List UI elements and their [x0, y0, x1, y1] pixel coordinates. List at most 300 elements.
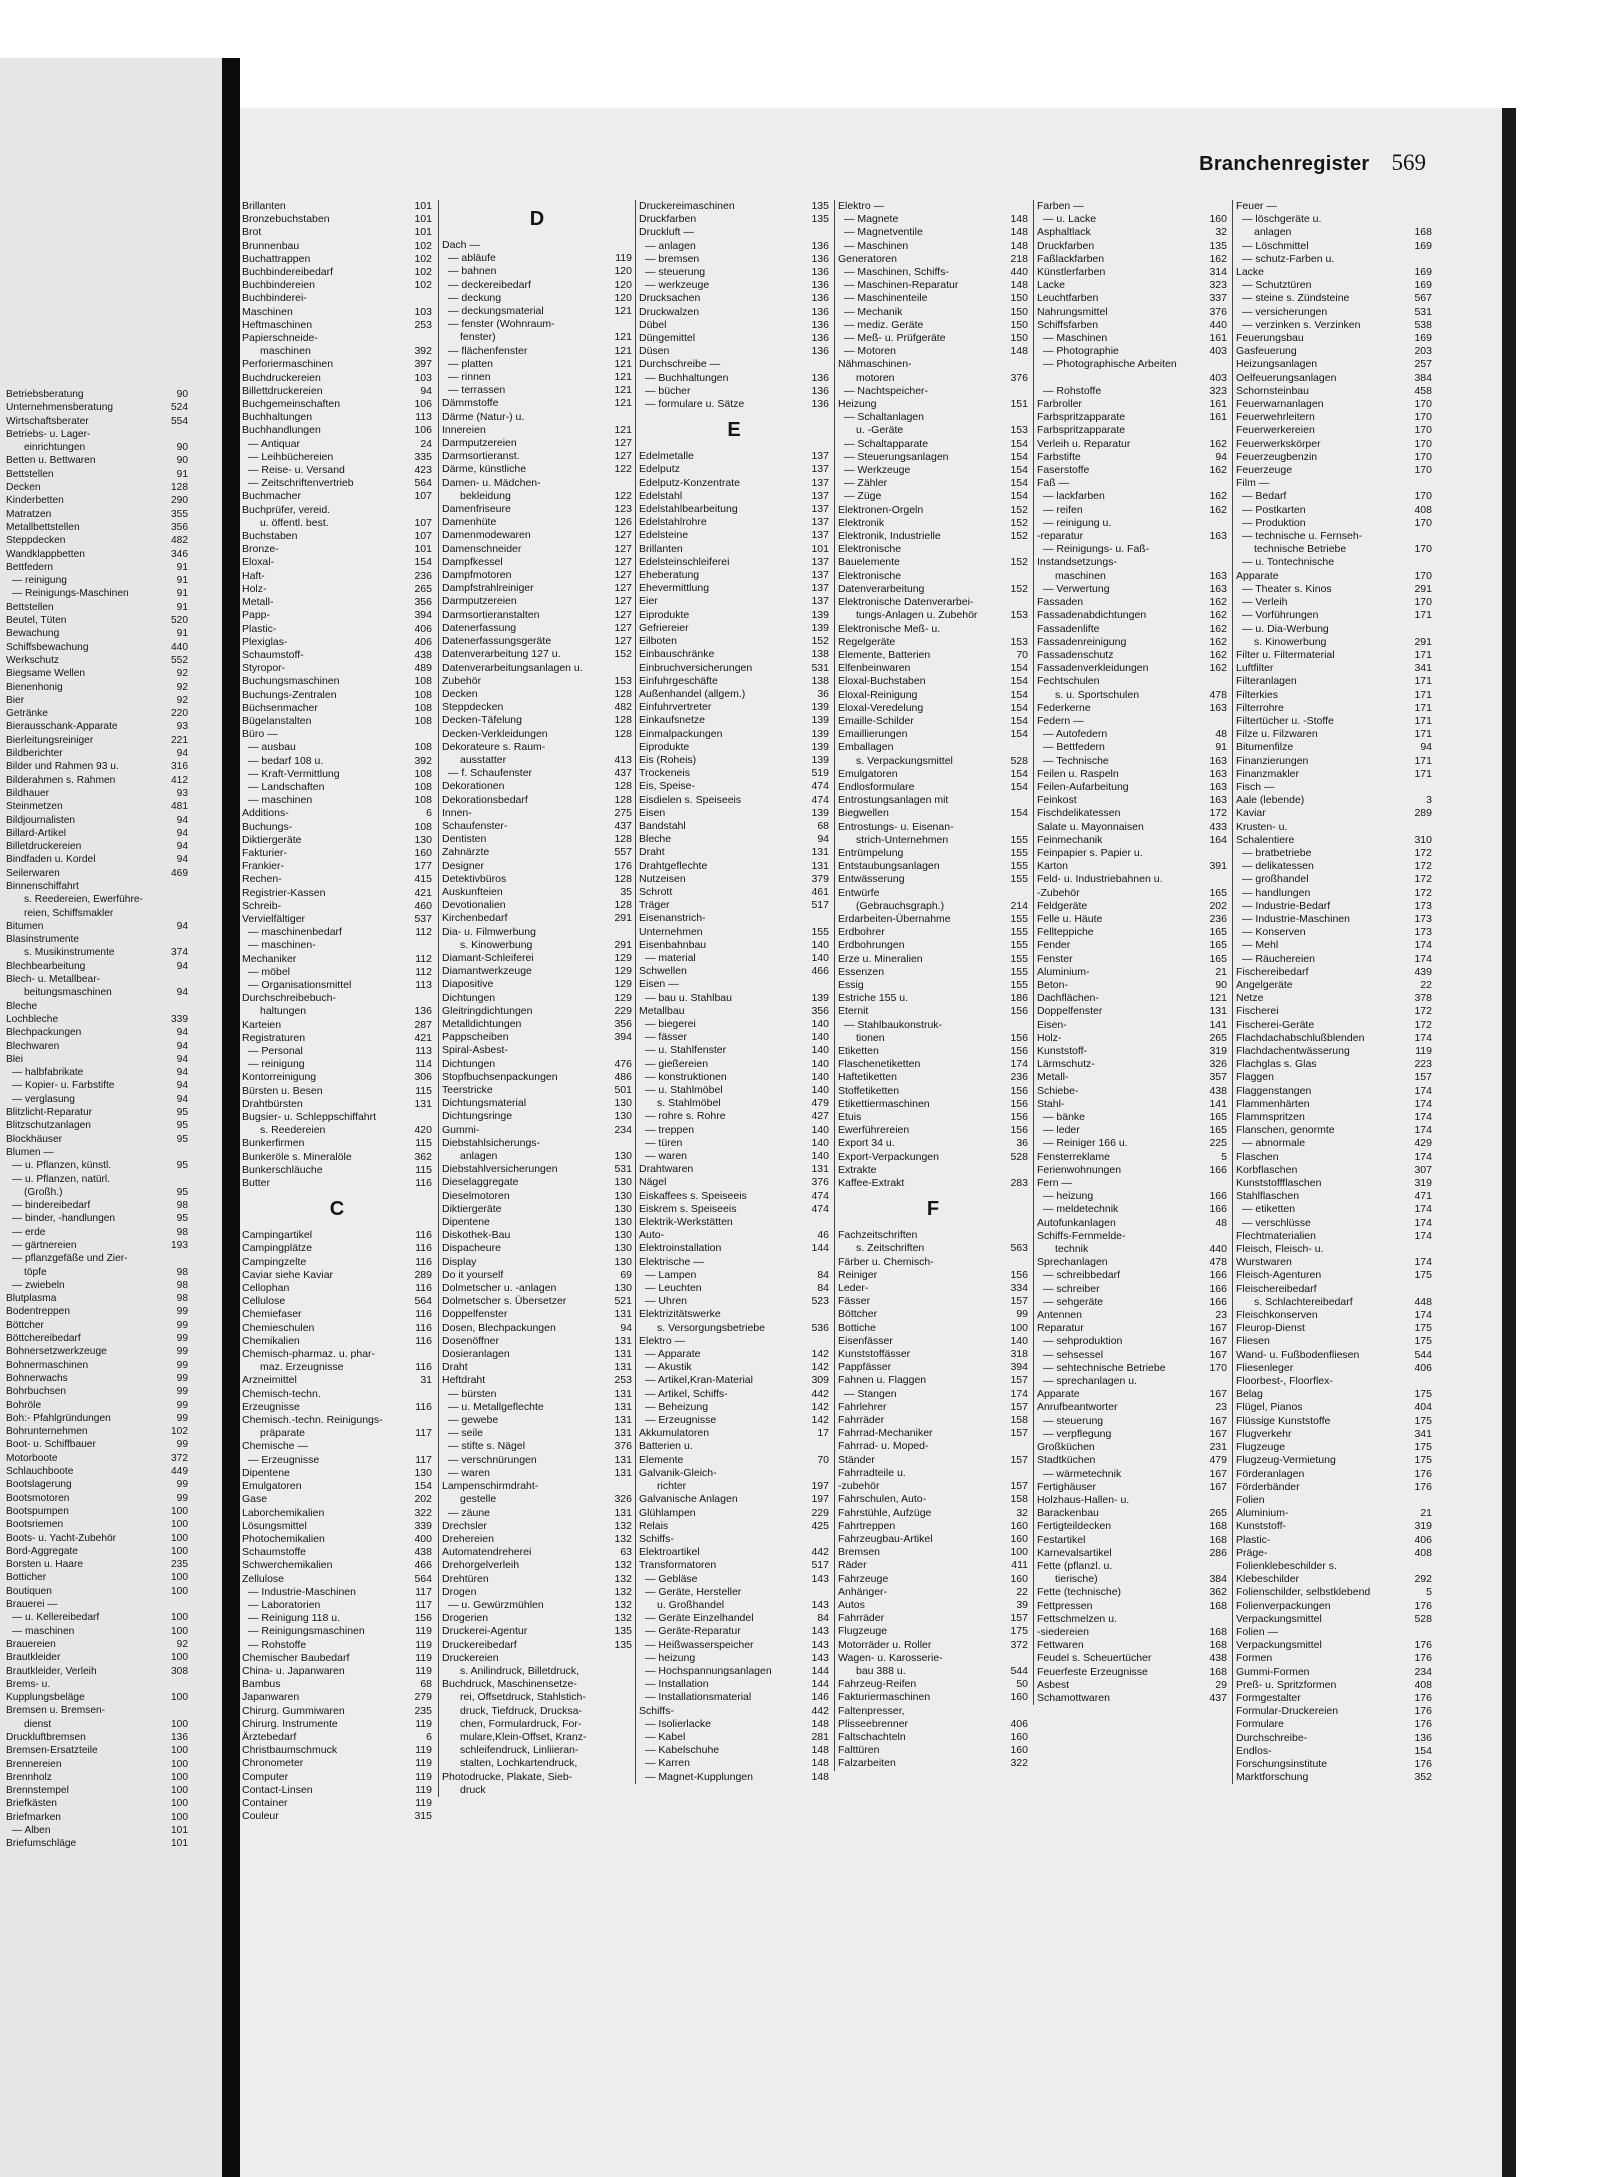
- entry-term: Additions-: [242, 807, 289, 820]
- entry-term: Chemiefaser: [242, 1308, 302, 1321]
- entry-page-ref: 167: [1209, 1322, 1227, 1335]
- entry-term: Bord-Aggregate: [6, 1545, 78, 1557]
- index-entry: [6, 973, 188, 986]
- index-entry: [1037, 1401, 1227, 1414]
- entry-term: Seilerwaren: [6, 867, 60, 879]
- entry-term: Bremsen-Ersatzteile: [6, 1745, 98, 1757]
- index-entry: [639, 1071, 829, 1084]
- entry-term: — waren: [645, 1150, 688, 1163]
- index-entry: [242, 1784, 432, 1797]
- entry-term: Drehtüren: [442, 1572, 489, 1585]
- entry-term: Briefkästen: [6, 1798, 57, 1810]
- entry-page-ref: 131: [614, 1334, 632, 1347]
- entry-term: Fassadenreinigung: [1037, 635, 1127, 648]
- index-entry: [1236, 1058, 1432, 1071]
- index-column-6: [1232, 200, 1432, 1784]
- index-entry: [838, 1032, 1028, 1045]
- index-entry: [838, 979, 1028, 992]
- entry-term: Schiebe-: [1037, 1084, 1079, 1097]
- entry-term: Damenfriseure: [442, 503, 511, 516]
- entry-page-ref: 265: [1209, 1031, 1227, 1044]
- entry-page-ref: 352: [1414, 1771, 1432, 1784]
- entry-page-ref: 17: [817, 1427, 829, 1440]
- entry-term: Druckfarben: [1037, 239, 1095, 252]
- index-entry: [1236, 253, 1432, 266]
- index-entry: [1236, 1520, 1432, 1533]
- entry-page-ref: 136: [811, 292, 829, 305]
- entry-term: Kunststoff-: [1037, 1045, 1087, 1057]
- entry-page-ref: 91: [176, 561, 188, 573]
- entry-page-ref: 160: [1010, 1572, 1028, 1585]
- entry-term: Korbflaschen: [1236, 1163, 1298, 1176]
- entry-page-ref: 100: [171, 1545, 188, 1557]
- index-entry: [639, 1546, 829, 1559]
- index-entry: [6, 1811, 188, 1824]
- entry-term: Blitzschutzanlagen: [6, 1120, 91, 1132]
- entry-term: Werkschutz: [6, 654, 60, 666]
- entry-term: Eiprodukte: [639, 608, 690, 621]
- entry-term: Dichtungen: [442, 991, 496, 1004]
- index-entry: [1236, 702, 1432, 715]
- index-entry: [442, 1401, 632, 1414]
- entry-term: Formular-Druckereien: [1236, 1705, 1339, 1718]
- index-entry: [242, 1269, 432, 1282]
- index-entry: [442, 1744, 632, 1757]
- index-entry: [242, 464, 432, 477]
- index-entry: [1037, 200, 1227, 213]
- entry-page-ref: 154: [1010, 662, 1028, 675]
- entry-term: — Steuerungsanlagen: [844, 450, 949, 463]
- entry-page-ref: 174: [1414, 1216, 1432, 1229]
- entry-term: Stoffetiketten: [838, 1084, 900, 1097]
- entry-term: — bindereibedarf: [12, 1200, 91, 1212]
- entry-page-ref: 155: [1010, 873, 1028, 886]
- entry-term: Estriche 155 u.: [838, 992, 909, 1005]
- entry-page-ref: 384: [1209, 1573, 1227, 1586]
- index-entry: [6, 401, 188, 414]
- entry-term: Klebeschilder: [1236, 1573, 1300, 1586]
- entry-page-ref: 48: [1215, 728, 1227, 741]
- entry-term: Fern —: [1037, 1177, 1073, 1190]
- index-entry: [639, 1216, 829, 1229]
- entry-page-ref: 24: [420, 437, 432, 450]
- index-entry: [242, 1652, 432, 1665]
- entry-term: Cellulose: [242, 1295, 286, 1308]
- entry-page-ref: 6: [426, 1730, 432, 1743]
- entry-page-ref: 130: [614, 1255, 632, 1268]
- entry-page-ref: 154: [414, 556, 432, 569]
- index-entry: [442, 662, 632, 675]
- entry-term: Diamantwerkzeuge: [442, 965, 532, 978]
- entry-page-ref: 99: [176, 1319, 188, 1331]
- index-entry: [6, 1053, 188, 1066]
- entry-page-ref: 46: [817, 1229, 829, 1242]
- index-entry: [1236, 873, 1432, 886]
- index-entry: [442, 1005, 632, 1018]
- index-entry: [6, 1106, 188, 1119]
- entry-page-ref: 131: [614, 1348, 632, 1361]
- index-entry: [838, 1691, 1028, 1704]
- index-entry: [1236, 1692, 1432, 1705]
- entry-page-ref: 136: [811, 305, 829, 318]
- entry-term: Durchschreibe-: [1236, 1731, 1308, 1744]
- index-entry: [1236, 1468, 1432, 1481]
- index-entry: [442, 1559, 632, 1572]
- entry-term: Eier: [639, 595, 658, 608]
- index-entry: [1236, 1771, 1432, 1784]
- index-entry: [6, 1465, 188, 1478]
- entry-term: Eisenbahnbau: [639, 938, 707, 951]
- entry-page-ref: 156: [1010, 1111, 1028, 1124]
- entry-term: — sehgeräte: [1043, 1295, 1104, 1308]
- entry-term: — Geräte Einzelhandel: [645, 1612, 754, 1625]
- entry-term: maz. Erzeugnisse: [260, 1361, 344, 1374]
- running-head: [1199, 150, 1426, 176]
- entry-page-ref: 127: [614, 608, 632, 621]
- entry-page-ref: 113: [415, 978, 432, 991]
- index-entry: [1037, 1679, 1227, 1692]
- entry-page-ref: 442: [811, 1704, 829, 1717]
- entry-page-ref: 108: [414, 780, 432, 793]
- entry-term: Datenverarbeitung: [838, 582, 925, 595]
- index-entry: [1236, 596, 1432, 609]
- entry-page-ref: 157: [1010, 1480, 1028, 1493]
- index-entry: [838, 1124, 1028, 1137]
- entry-page-ref: 469: [171, 867, 188, 879]
- entry-term: Betriebsberatung: [6, 389, 84, 400]
- entry-page-ref: 116: [415, 1242, 432, 1255]
- entry-page-ref: 176: [1414, 1705, 1432, 1718]
- entry-term: Därme (Natur-) u.: [442, 410, 525, 423]
- index-entry: [1236, 1666, 1432, 1679]
- index-entry: [1236, 1415, 1432, 1428]
- index-entry: [1236, 1401, 1432, 1414]
- entry-page-ref: 154: [1010, 807, 1028, 820]
- entry-term: Elektroinstallation: [639, 1242, 722, 1255]
- index-entry: [639, 1771, 829, 1784]
- entry-page-ref: 563: [1010, 1242, 1028, 1255]
- index-entry: [838, 689, 1028, 702]
- entry-page-ref: 94: [176, 1053, 188, 1065]
- entry-page-ref: 174: [1414, 1150, 1432, 1163]
- index-entry: [242, 1440, 432, 1453]
- entry-page-ref: 564: [414, 477, 432, 490]
- entry-page-ref: 132: [614, 1598, 632, 1611]
- index-entry: [838, 1718, 1028, 1731]
- entry-term: — flächenfenster: [448, 344, 528, 357]
- entry-term: Künstlerfarben: [1037, 266, 1106, 279]
- entry-term: Dentisten: [442, 833, 487, 846]
- entry-page-ref: 92: [176, 1638, 188, 1650]
- entry-page-ref: 101: [171, 1838, 188, 1850]
- entry-term: Blech- u. Metallbear-: [6, 974, 100, 986]
- entry-term: Bettfedern: [6, 561, 54, 573]
- entry-page-ref: 101: [414, 200, 432, 212]
- entry-page-ref: 94: [176, 1093, 188, 1105]
- index-entry: [838, 1151, 1028, 1164]
- entry-term: Finanzmakler: [1236, 767, 1300, 780]
- entry-page-ref: 112: [415, 952, 432, 965]
- index-entry: [1236, 543, 1432, 556]
- entry-page-ref: 225: [1209, 1137, 1227, 1150]
- index-entry: [1037, 1256, 1227, 1269]
- index-entry: [242, 358, 432, 371]
- entry-page-ref: 165: [1209, 1111, 1227, 1124]
- entry-page-ref: 479: [811, 1097, 829, 1110]
- entry-term: Beton-: [1037, 978, 1068, 991]
- index-entry: [1236, 1560, 1432, 1573]
- index-entry: [838, 741, 1028, 754]
- entry-term: technik: [1055, 1243, 1089, 1256]
- index-entry: [6, 521, 188, 534]
- entry-page-ref: 117: [415, 1585, 432, 1598]
- index-entry: [1037, 1045, 1227, 1058]
- index-entry: [1236, 675, 1432, 688]
- index-entry: [6, 1226, 188, 1239]
- index-entry: [1037, 424, 1227, 437]
- entry-term: Fassaden: [1037, 596, 1084, 609]
- entry-page-ref: 131: [1209, 1005, 1227, 1018]
- entry-page-ref: 70: [817, 1453, 829, 1466]
- entry-page-ref: 160: [1010, 1744, 1028, 1757]
- entry-page-ref: 127: [614, 635, 632, 648]
- entry-page-ref: 143: [811, 1638, 829, 1651]
- index-entry: [242, 292, 432, 305]
- index-entry: [1037, 675, 1227, 688]
- index-entry: [1037, 1296, 1227, 1309]
- index-entry: [442, 912, 632, 925]
- index-entry: [442, 926, 632, 939]
- entry-page-ref: 107: [414, 490, 432, 503]
- entry-page-ref: 135: [811, 213, 829, 226]
- entry-page-ref: 356: [414, 596, 432, 609]
- entry-page-ref: 279: [414, 1691, 432, 1704]
- entry-term: Dekorationsbedarf: [442, 793, 528, 806]
- index-entry: [6, 920, 188, 933]
- entry-page-ref: 154: [1010, 688, 1028, 701]
- entry-term: Federn —: [1037, 714, 1084, 727]
- index-entry: [1037, 1005, 1227, 1018]
- entry-term: Büchsenmacher: [242, 701, 318, 714]
- entry-page-ref: 100: [171, 1798, 188, 1810]
- entry-term: s. u. Sportschulen: [1055, 688, 1140, 701]
- index-entry: [1236, 953, 1432, 966]
- index-entry: [242, 794, 432, 807]
- index-entry: [242, 1718, 432, 1731]
- entry-page-ref: 391: [1209, 860, 1227, 873]
- index-entry: [838, 1058, 1028, 1071]
- index-entry: [838, 1467, 1028, 1480]
- entry-page-ref: 236: [414, 569, 432, 582]
- entry-term: Leder-: [838, 1282, 869, 1295]
- entry-term: Chemisch-pharmaz. u. phar-: [242, 1348, 376, 1361]
- entry-term: s. Anilindruck, Billetdruck,: [460, 1664, 580, 1677]
- index-entry: [442, 292, 632, 305]
- entry-page-ref: 275: [614, 806, 632, 819]
- entry-term: Darmsortieranstalten: [442, 608, 540, 621]
- entry-page-ref: 121: [614, 357, 632, 370]
- entry-page-ref: 170: [1414, 596, 1432, 609]
- entry-term: Wandklappbetten: [6, 548, 85, 560]
- entry-term: — zwiebeln: [12, 1279, 65, 1291]
- entry-page-ref: 335: [414, 450, 432, 463]
- entry-page-ref: 234: [1414, 1665, 1432, 1678]
- entry-page-ref: 100: [171, 1811, 188, 1823]
- entry-term: — Kabelschuhe: [645, 1744, 720, 1757]
- entry-page-ref: 372: [171, 1452, 188, 1464]
- entry-term: Kupplungsbeläge: [6, 1692, 85, 1704]
- entry-term: — konstruktionen: [645, 1070, 727, 1083]
- entry-page-ref: 421: [414, 1031, 432, 1044]
- entry-term: Eilboten: [639, 635, 677, 648]
- entry-page-ref: 379: [811, 872, 829, 885]
- entry-term: Faß —: [1037, 477, 1070, 490]
- index-entry: [6, 1691, 188, 1704]
- index-entry: [242, 662, 432, 675]
- entry-term: — deckung: [448, 291, 502, 304]
- index-entry: [6, 893, 188, 906]
- entry-page-ref: 322: [1010, 1757, 1028, 1770]
- entry-term: Decken: [442, 687, 478, 700]
- entry-term: Brauerei —: [6, 1599, 58, 1611]
- entry-page-ref: 177: [414, 860, 432, 873]
- entry-page-ref: 162: [1209, 490, 1227, 503]
- index-entry: [838, 332, 1028, 345]
- entry-page-ref: 140: [811, 1084, 829, 1096]
- entry-page-ref: 174: [1414, 1309, 1432, 1322]
- entry-page-ref: 163: [1209, 767, 1227, 780]
- entry-page-ref: 102: [414, 266, 432, 279]
- entry-page-ref: 176: [1414, 1718, 1432, 1731]
- index-entry: [242, 873, 432, 886]
- index-entry: [442, 265, 632, 278]
- entry-page-ref: 341: [1414, 1427, 1432, 1440]
- entry-term: Dekorateure s. Raum-: [442, 740, 546, 753]
- entry-term: Metallbau: [639, 1004, 685, 1017]
- entry-page-ref: 121: [614, 397, 632, 410]
- index-entry: [639, 450, 829, 463]
- entry-term: — Maschinen-Reparatur: [844, 279, 959, 292]
- index-entry: [838, 1427, 1028, 1440]
- entry-page-ref: 136: [811, 371, 829, 384]
- entry-page-ref: 92: [176, 681, 188, 693]
- index-entry: [442, 1282, 632, 1295]
- entry-page-ref: 466: [414, 1559, 432, 1572]
- entry-page-ref: 116: [415, 1400, 432, 1413]
- index-entry: [1037, 398, 1227, 411]
- entry-term: Edelstahlrohre: [639, 516, 707, 529]
- entry-page-ref: 140: [811, 1150, 829, 1163]
- entry-term: Endlosformulare: [838, 780, 915, 793]
- entry-term: Flaggenstangen: [1236, 1084, 1312, 1097]
- index-entry: [838, 1111, 1028, 1124]
- index-entry: [242, 543, 432, 556]
- index-entry: [442, 1335, 632, 1348]
- index-entry: [1236, 821, 1432, 834]
- entry-term: Ehevermittlung: [639, 582, 710, 595]
- index-entry: [838, 1137, 1028, 1150]
- index-entry: [1236, 1151, 1432, 1164]
- entry-term: Elektroartikel: [639, 1546, 700, 1559]
- entry-term: rei, Offsetdruck, Stahlstich-: [460, 1691, 586, 1704]
- entry-page-ref: 376: [614, 1440, 632, 1453]
- index-entry: [6, 1000, 188, 1013]
- entry-term: Schiffs-Fernmelde-: [1037, 1229, 1126, 1242]
- index-entry: [639, 477, 829, 490]
- index-entry: [639, 595, 829, 608]
- entry-page-ref: 84: [817, 1612, 829, 1625]
- index-entry: [1236, 768, 1432, 781]
- entry-page-ref: 142: [811, 1348, 829, 1361]
- entry-page-ref: 116: [415, 1361, 432, 1374]
- index-entry: [242, 939, 432, 952]
- entry-term: Buchhaltungen: [242, 411, 313, 424]
- index-entry: [838, 266, 1028, 279]
- entry-term: Brems- u.: [6, 1678, 51, 1690]
- entry-term: Flachdachabschlußblenden: [1236, 1031, 1365, 1044]
- index-entry: [639, 1335, 829, 1348]
- entry-term: Plisseebrenner: [838, 1717, 909, 1730]
- entry-page-ref: 99: [176, 1479, 188, 1491]
- index-entry: [639, 529, 829, 542]
- entry-term: chen, Formulardruck, For-: [460, 1717, 582, 1730]
- entry-page-ref: 334: [1010, 1282, 1028, 1295]
- entry-term: Edelsteinschleiferei: [639, 555, 730, 568]
- entry-page-ref: 121: [614, 331, 632, 344]
- entry-page-ref: 415: [414, 873, 432, 886]
- entry-term: Flanschen, genormte: [1236, 1124, 1335, 1137]
- entry-page-ref: 148: [1010, 213, 1028, 226]
- entry-page-ref: 94: [176, 987, 188, 999]
- entry-page-ref: 406: [414, 635, 432, 648]
- entry-term: Generatoren: [838, 252, 897, 265]
- entry-page-ref: 98: [176, 1200, 188, 1212]
- entry-term: — Alben: [12, 1825, 51, 1837]
- entry-page-ref: 150: [1010, 305, 1028, 318]
- entry-term: Eisen: [639, 806, 666, 819]
- entry-page-ref: 50: [1016, 1678, 1028, 1691]
- entry-term: s. Stahlmöbel: [657, 1097, 721, 1110]
- index-entry: [242, 1612, 432, 1625]
- entry-page-ref: 160: [1010, 1730, 1028, 1743]
- index-entry: [838, 847, 1028, 860]
- entry-term: Fenster: [1037, 952, 1073, 965]
- entry-term: Aale (lebende): [1236, 794, 1305, 807]
- entry-page-ref: 139: [811, 806, 829, 819]
- entry-page-ref: 117: [415, 1598, 432, 1611]
- entry-page-ref: 102: [171, 1426, 188, 1438]
- entry-term: Binnenschiffahrt: [6, 880, 79, 892]
- entry-term: Autos: [838, 1598, 865, 1611]
- entry-term: — Bettfedern: [1043, 741, 1105, 754]
- index-entry: [639, 1639, 829, 1652]
- entry-page-ref: 150: [1010, 332, 1028, 345]
- index-entry: [1236, 1547, 1432, 1560]
- entry-page-ref: 138: [811, 674, 829, 687]
- entry-page-ref: 172: [1209, 807, 1227, 820]
- entry-page-ref: 156: [1010, 1005, 1028, 1018]
- index-entry: [838, 1678, 1028, 1691]
- index-entry: [242, 372, 432, 385]
- entry-term: Wagen- u. Karosserie-: [838, 1651, 943, 1664]
- index-entry: [6, 561, 188, 574]
- entry-term: Bambus: [242, 1678, 281, 1691]
- entry-page-ref: 99: [176, 1386, 188, 1398]
- entry-page-ref: 157: [1010, 1400, 1028, 1413]
- entry-page-ref: 154: [1010, 701, 1028, 714]
- index-entry: [242, 1256, 432, 1269]
- entry-page-ref: 337: [1209, 292, 1227, 305]
